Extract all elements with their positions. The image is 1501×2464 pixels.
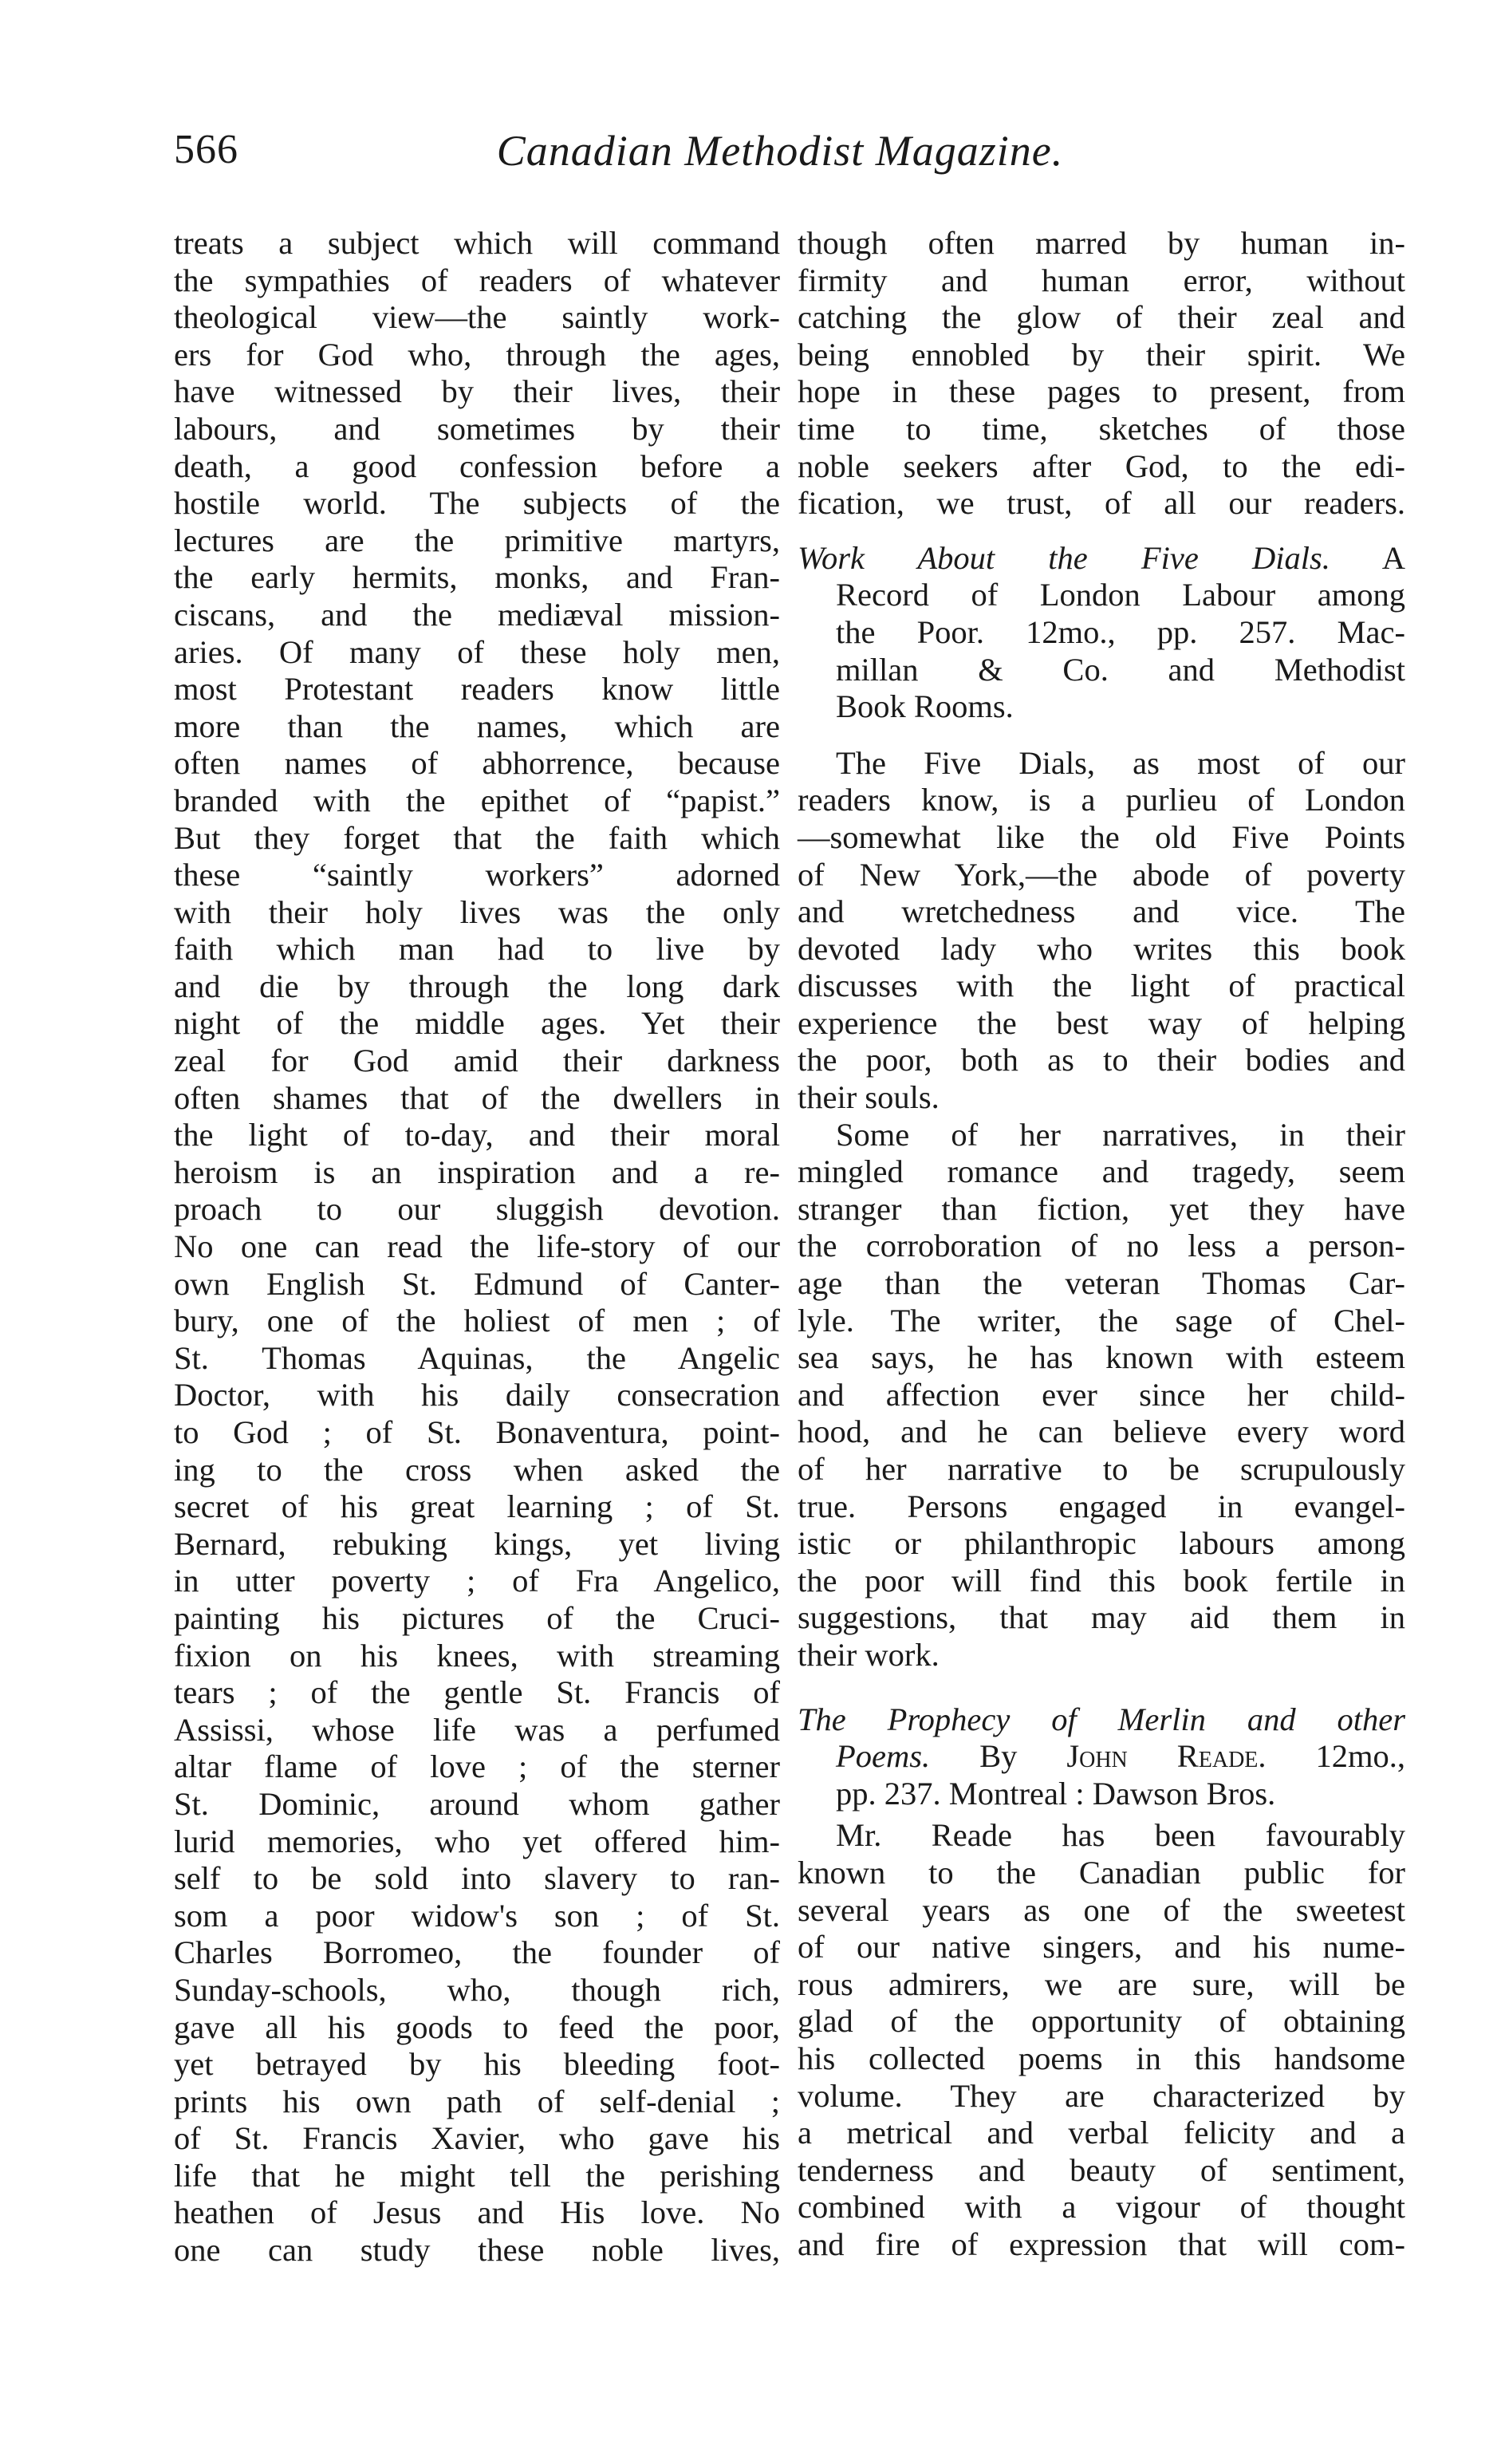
text-line: experience the best way of helping: [798, 1004, 1405, 1041]
text-line: labours, and sometimes by their: [174, 410, 780, 447]
text-line: and fire of expression that will com-: [798, 2225, 1405, 2262]
text-line: and affection ever since her child-: [798, 1376, 1405, 1413]
text-line: self to be sold into slavery to ran-: [174, 1860, 780, 1897]
text-line: devoted lady who writes this book: [798, 930, 1405, 967]
text-line: millan & Co. and Methodist: [836, 651, 1405, 688]
text-line: Book Rooms.: [836, 688, 1014, 725]
text-line: night of the middle ages. Yet their: [174, 1005, 780, 1042]
text-line: altar flame of love ; of the sterner: [174, 1748, 780, 1785]
text-line: a metrical and verbal felicity and a: [798, 2115, 1405, 2151]
text-line: glad of the opportunity of obtaining: [798, 2003, 1405, 2040]
text-line: aries. Of many of these holy men,: [174, 633, 780, 670]
text-line: branded with the epithet of “papist.”: [174, 782, 780, 818]
review-prophecy-of-merlin: [798, 1701, 1405, 2264]
review-details: [798, 577, 1405, 725]
text-line: Some of her narratives, in their: [836, 1116, 1405, 1153]
left-column-text: [174, 225, 780, 2269]
text-line: discusses with the light of practical: [798, 968, 1405, 1004]
text-line: noble seekers after God, to the edi-: [798, 447, 1405, 484]
text-line: —somewhat like the old Five Points: [798, 818, 1405, 855]
review-by: By: [979, 1738, 1018, 1775]
text-line: Charles Borromeo, the founder of: [174, 1934, 780, 1971]
text-line: hostile world. The subjects of the: [174, 485, 780, 522]
review-five-dials: [798, 540, 1405, 1674]
text-line: St. Thomas Aquinas, the Angelic: [174, 1339, 780, 1376]
text-line: and die by through the long dark: [174, 968, 780, 1004]
text-line: the corroboration of no less a person-: [798, 1228, 1405, 1264]
text-line: true. Persons engaged in evangel-: [798, 1488, 1405, 1524]
text-line: Sunday-schools, who, though rich,: [174, 1971, 780, 2008]
text-line: theological view—the saintly work-: [174, 299, 780, 336]
text-line: the Poor. 12mo., pp. 257. Mac-: [836, 613, 1405, 650]
text-line: painting his pictures of the Cruci-: [174, 1599, 780, 1636]
text-line: the light of to-day, and their moral: [174, 1117, 780, 1153]
text-line: proach to our sluggish devotion.: [174, 1191, 780, 1228]
text-line: ciscans, and the mediæval mission-: [174, 596, 780, 633]
text-line: gave all his goods to feed the poor,: [174, 2009, 780, 2045]
text-line: age than the veteran Thomas Car-: [798, 1265, 1405, 1302]
text-line: tears ; of the gentle St. Francis of: [174, 1674, 780, 1711]
text-line: Doctor, with his daily consecration: [174, 1377, 780, 1413]
review-title: Poems.: [836, 1738, 931, 1775]
page-header: [174, 126, 1386, 190]
running-title: Canadian Methodist Magazine.: [496, 127, 1064, 175]
text-line: suggestions, that may aid them in: [798, 1599, 1405, 1636]
text-line: of our native singers, and his nume-: [798, 1929, 1405, 1965]
text-line: these “saintly workers” adorned: [174, 857, 780, 893]
text-line: of her narrative to be scrupulously: [798, 1451, 1405, 1487]
text-line: ing to the cross when asked the: [174, 1451, 780, 1488]
text-line: Bernard, rebuking kings, yet living: [174, 1525, 780, 1562]
review-title-line: [798, 1738, 1405, 1776]
text-line: and wretchedness and vice. The: [798, 893, 1405, 930]
review-format: 12mo.,: [1315, 1738, 1406, 1775]
text-line: lyle. The writer, the sage of Chel-: [798, 1302, 1405, 1338]
text-line: heroism is an inspiration and a re-: [174, 1153, 780, 1190]
text-line: the poor will find this book fertile in: [798, 1562, 1405, 1599]
text-line: to God ; of St. Bonaventura, point-: [174, 1414, 780, 1450]
text-line: more than the names, which are: [174, 708, 780, 744]
text-line: often shames that of the dwellers in: [174, 1079, 780, 1116]
text-line: the early hermits, monks, and Fran-: [174, 559, 780, 596]
text-line: tenderness and beauty of sentiment,: [798, 2151, 1405, 2188]
text-line: combined with a vigour of thought: [798, 2189, 1405, 2225]
text-line: their souls.: [798, 1079, 940, 1116]
text-line: hood, and he can believe every word: [798, 1413, 1405, 1450]
text-line: No one can read the life-story of our: [174, 1228, 780, 1265]
text-line: secret of his great learning ; of St.: [174, 1488, 780, 1525]
review-title-line: [798, 540, 1405, 578]
text-line: with their holy lives was the only: [174, 893, 780, 930]
review-paragraph: [798, 1817, 1405, 2263]
text-line: Mr. Reade has been favourably: [836, 1817, 1405, 1854]
text-line: of New York,—the abode of poverty: [798, 856, 1405, 893]
text-line: his collected poems in this handsome: [798, 2040, 1405, 2076]
text-line: mingled romance and tragedy, seem: [798, 1153, 1405, 1190]
review-paragraph: [798, 745, 1405, 1117]
text-line: own English St. Edmund of Canter-: [174, 1265, 780, 1302]
text-line: The Five Dials, as most of our: [836, 744, 1405, 781]
text-line: being ennobled by their spirit. We: [798, 336, 1405, 373]
text-line: one can study these noble lives,: [174, 2232, 780, 2269]
text-line: death, a good confession before a: [174, 447, 780, 484]
text-line: several years as one of the sweetest: [798, 1891, 1405, 1928]
review-paragraph: [798, 1117, 1405, 1674]
text-line: sea says, he has known with esteem: [798, 1339, 1405, 1376]
text-line: Record of London Labour among: [836, 577, 1405, 613]
text-line: of St. Francis Xavier, who gave his: [174, 2120, 780, 2157]
text-line: fication, we trust, of all our readers.: [798, 485, 1405, 522]
text-line: fixion on his knees, with streaming: [174, 1637, 780, 1674]
text-line: faith which man had to live by: [174, 931, 780, 968]
page-number: 566: [174, 127, 238, 172]
text-line: the sympathies of readers of whatever: [174, 262, 780, 298]
text-line: som a poor widow's son ; of St.: [174, 1897, 780, 1934]
text-line: St. Dominic, around whom gather: [174, 1785, 780, 1822]
text-line: istic or philanthropic labours among: [798, 1525, 1405, 1562]
text-line: hope in these pages to present, from: [798, 373, 1405, 410]
text-line: time to time, sketches of those: [798, 410, 1405, 447]
text-line: rous admirers, we are sure, will be: [798, 1965, 1405, 2002]
text-line: their work.: [798, 1636, 940, 1673]
text-line: ers for God who, through the ages,: [174, 336, 780, 373]
text-line: life that he might tell the perishing: [174, 2157, 780, 2194]
left-column: [174, 225, 780, 2269]
text-line: volume. They are characterized by: [798, 2077, 1405, 2114]
text-line: have witnessed by their lives, their: [174, 373, 780, 410]
text-line: stranger than fiction, yet they have: [798, 1190, 1405, 1227]
text-line: often names of abhorrence, because: [174, 745, 780, 782]
review-author: John Reade.: [1066, 1738, 1267, 1775]
text-line: though often marred by human in-: [798, 225, 1405, 261]
text-line: prints his own path of self-denial ;: [174, 2083, 780, 2119]
review-title-rest: A: [1381, 539, 1406, 576]
text-line: treats a subject which will command: [174, 225, 780, 261]
review-heading: [798, 540, 1405, 726]
text-line: lurid memories, who yet offered him-: [174, 1823, 780, 1859]
text-line: heathen of Jesus and His love. No: [174, 2194, 780, 2231]
text-line: known to the Canadian public for: [798, 1854, 1405, 1890]
review-title: Work About the Five Dials.: [798, 539, 1330, 576]
text-line: the poor, both as to their bodies and: [798, 1042, 1405, 1078]
text-line: Assissi, whose life was a perfumed: [174, 1711, 780, 1748]
text-line: firmity and human error, without: [798, 262, 1405, 298]
text-line: most Protestant readers know little: [174, 671, 780, 708]
text-line: catching the glow of their zeal and: [798, 299, 1405, 336]
text-line: in utter poverty ; of Fra Angelico,: [174, 1563, 780, 1599]
text-line: zeal for God amid their darkness: [174, 1043, 780, 1079]
text-line: But they forget that the faith which: [174, 819, 780, 856]
text-line: lectures are the primitive martyrs,: [174, 522, 780, 558]
review-title-line: The Prophecy of Merlin and other: [798, 1701, 1405, 1737]
right-column: [798, 225, 1405, 2263]
text-line: bury, one of the holiest of men ; of: [174, 1303, 780, 1339]
continuation-text: [798, 225, 1405, 522]
review-details: pp. 237. Montreal : Dawson Bros.: [836, 1775, 1276, 1812]
text-line: readers know, is a purlieu of London: [798, 782, 1405, 818]
text-line: yet betrayed by his bleeding foot-: [174, 2046, 780, 2083]
